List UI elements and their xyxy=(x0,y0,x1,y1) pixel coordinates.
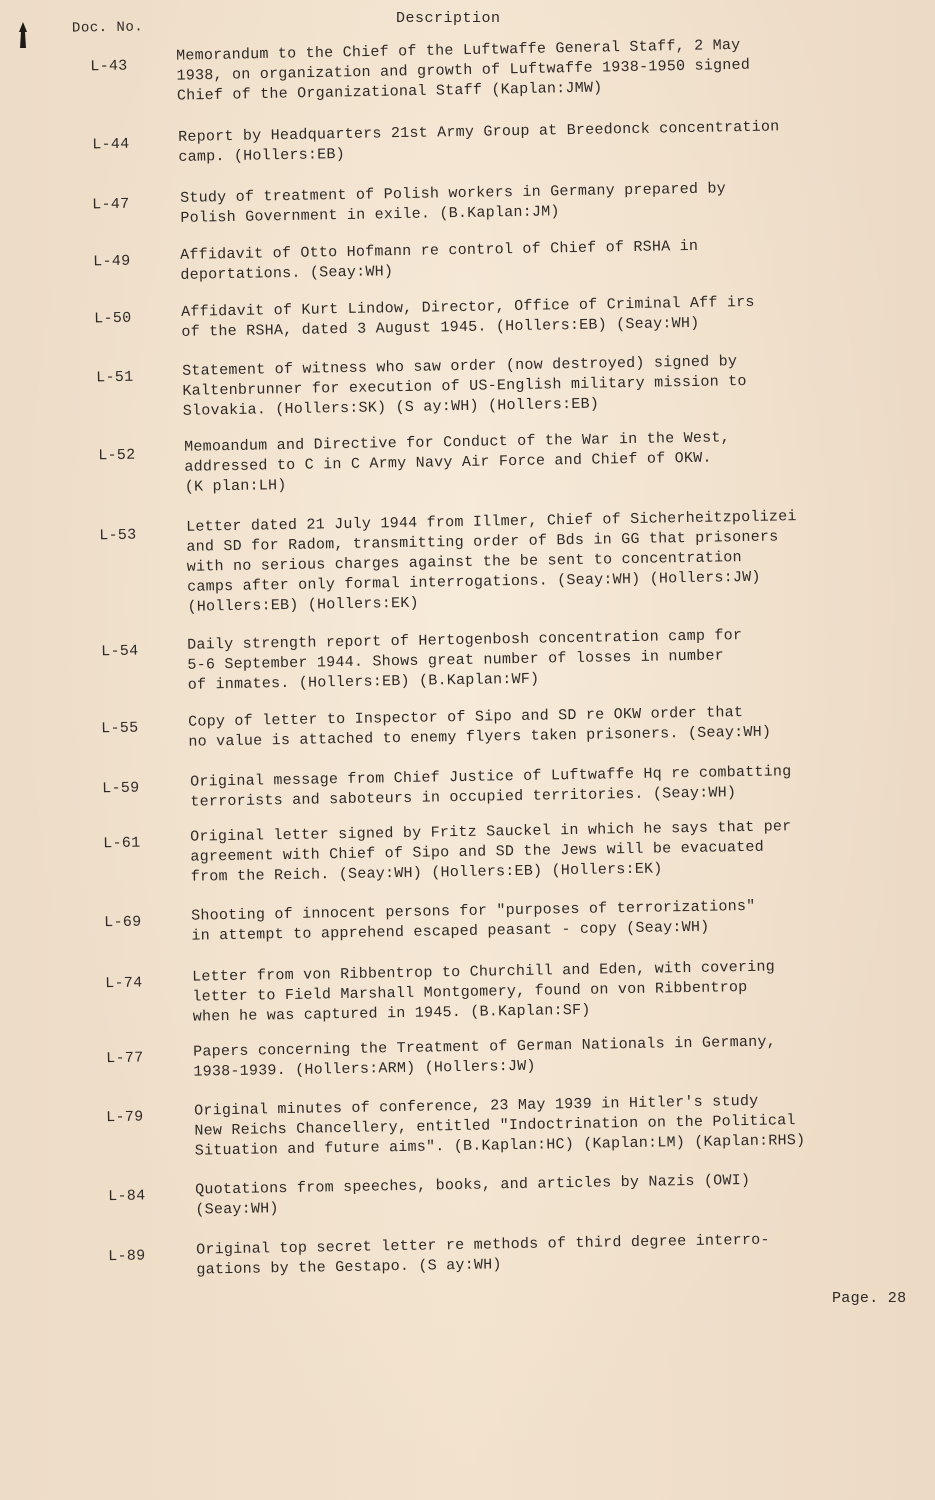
doc-number: L-52 xyxy=(98,446,136,465)
description-column-label: Description xyxy=(396,10,501,27)
doc-number: L-50 xyxy=(94,309,132,328)
doc-description: Letter from von Ribbentrop to Churchill and Eden, with covering letter to Field Marshall Montgomery, found on von Ribbentrop when he was captured in 1945. (B.Kaplan:SF) xyxy=(191,958,776,1026)
list-item xyxy=(0,815,935,886)
doc-number: L-51 xyxy=(96,368,134,387)
doc-number: L-55 xyxy=(101,719,139,738)
doc-description: Original top secret letter re methods of third degree interro- gations by the Gestapo. (S ay:WH) xyxy=(195,1231,770,1279)
doc-number: L-79 xyxy=(106,1108,144,1127)
list-item xyxy=(0,176,935,227)
doc-description: Letter dated 21 July 1944 from Illmer, Chief of Sicherheitzpolizei and SD for Radom, transmitting order of Bds in GG that prisoners with no serious charges against the be sent to concentration camps after only formal interrogations. (Seay:WH) (Hollers:JW) (Hollers:EB) (Hollers:EK) xyxy=(185,508,797,616)
list-item xyxy=(0,505,935,616)
doc-description: Memorandum to the Chief of the Luftwaffe General Staff, 2 May 1938, on organization and growth of Luftwaffe 1938-1950 signed Chief of the Organizational Staff (Kaplan:JMW) xyxy=(175,36,751,105)
list-item xyxy=(0,233,935,284)
doc-number: L-47 xyxy=(92,195,130,214)
list-item xyxy=(0,1089,935,1160)
doc-description: Copy of letter to Inspector of Sipo and SD re OKW order that no value is attached to enemy flyers taken prisoners. (Seay:WH) xyxy=(187,704,772,751)
doc-description: Memoandum and Directive for Conduct of the War in the West, addressed to C in C Army Navy Air Force and Chief of OKW. (K plan:LH) xyxy=(183,429,731,496)
list-item xyxy=(0,32,935,105)
list-item xyxy=(0,760,935,811)
doc-number: L-74 xyxy=(105,974,143,993)
doc-description: Quotations from speeches, books, and articles by Nazis (OWI) (Seay:WH) xyxy=(194,1171,751,1219)
doc-number: L-43 xyxy=(90,57,128,76)
doc-number: L-69 xyxy=(104,913,142,932)
doc-number: L-44 xyxy=(92,135,130,154)
list-item xyxy=(0,349,935,420)
doc-number: L-61 xyxy=(103,834,141,853)
list-item xyxy=(0,1030,935,1081)
list-item xyxy=(0,425,935,496)
doc-description: Papers concerning the Treatment of German Nationals in Germany, 1938-1939. (Hollers:ARM) (Hollers:JW) xyxy=(192,1033,777,1081)
doc-number: L-84 xyxy=(108,1187,146,1206)
doc-description: Statement of witness who saw order (now destroyed) signed by Kaltenbrunner for execution of US-English military mission to Slovakia. (Hollers:SK) (S ay:WH) (Hollers:EB) xyxy=(181,353,747,420)
doc-description: Affidavit of Otto Hofmann re control of Chief of RSHA in deportations. (Seay:WH) xyxy=(179,237,699,284)
doc-description: Affidavit of Kurt Lindow, Director, Office of Criminal Aff irs of the RSHA, dated 3 August 1945. (Hollers:EB) (Seay:WH) xyxy=(180,293,755,341)
list-item xyxy=(0,290,935,341)
doc-number: L-53 xyxy=(99,526,137,545)
list-item xyxy=(0,1228,935,1279)
doc-description: Report by Headquarters 21st Army Group at Breedonck concentration camp. (Hollers:EB) xyxy=(177,118,780,166)
list-item xyxy=(0,623,935,694)
page-number: Page. 28 xyxy=(832,1290,907,1307)
doc-description: Study of treatment of Polish workers in Germany prepared by Polish Government in exile. (B.Kaplan:JM) xyxy=(179,180,727,227)
doc-description: Daily strength report of Hertogenbosh concentration camp for 5-6 September 1944. Shows great number of losses in number of inmates. (Hollers:EB) (B.Kaplan:WF) xyxy=(186,627,743,694)
list-item xyxy=(0,115,935,166)
doc-number: L-49 xyxy=(93,252,131,271)
doc-number: L-59 xyxy=(102,779,140,798)
doc-description: Original letter signed by Fritz Sauckel in which he says that per agreement with Chief of Sipo and SD the Jews will be evacuated from the Reich. (Seay:WH) (Hollers:EB) (Hollers:EK) xyxy=(189,818,792,886)
doc-number: L-77 xyxy=(106,1049,144,1068)
list-item xyxy=(0,894,935,945)
list-item xyxy=(0,1168,935,1219)
doc-description: Original minutes of conference, 23 May 1939 in Hitler's study New Reichs Chancellery, entitled "Indoctrination on the Political Situation and future aims". (B.Kaplan:HC) (Kaplan:LM) (Kaplan:RHS) xyxy=(193,1092,806,1160)
list-item xyxy=(0,955,935,1026)
list-item xyxy=(0,700,935,751)
doc-description: Shooting of innocent persons for "purposes of terrorizations" in attempt to apprehend escaped peasant - copy (Seay:WH) xyxy=(190,897,756,945)
doc-description: Original message from Chief Justice of Luftwaffe Hq re combatting terrorists and saboteurs in occupied territories. (Seay:WH) xyxy=(189,763,792,811)
doc-no-column-label: Doc. No. xyxy=(71,19,144,37)
doc-number: L-54 xyxy=(101,642,139,661)
doc-number: L-89 xyxy=(108,1247,146,1266)
